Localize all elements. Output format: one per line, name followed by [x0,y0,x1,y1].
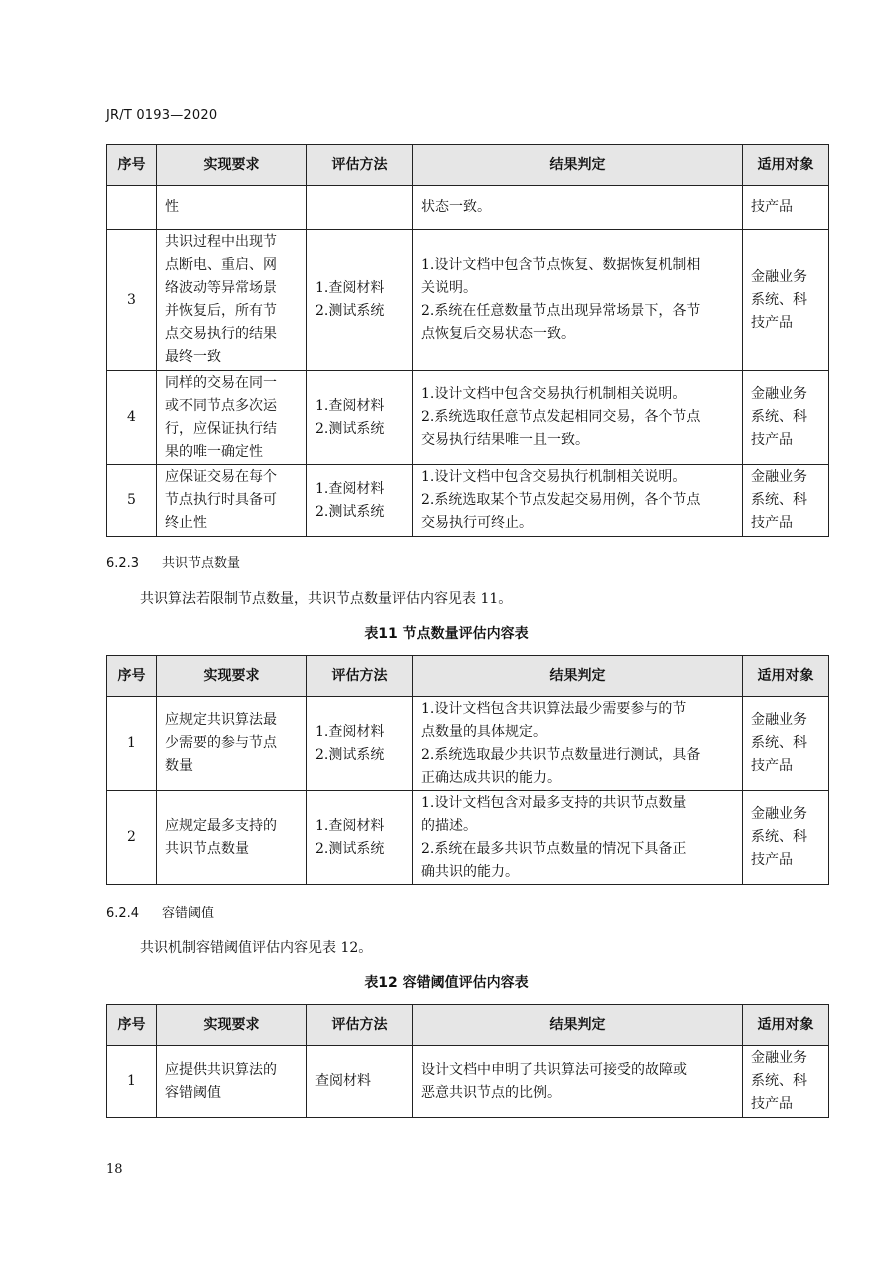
cell-text-line: 2.系统在最多共识节点数量的情况下具备正 [421,840,687,857]
cell-text-line: 2.系统选取最少共识节点数量进行测试，具备 [421,746,701,763]
cell-text-line: 1.查阅材料 [315,480,385,497]
cell-text-line: 1.设计文档中包含交易执行机制相关说明。 [421,469,687,485]
cell-text-line: 应规定最多支持的 [165,817,277,834]
cell-text-line: 交易执行结果唯一且一致。 [421,432,589,448]
cell-text-line: 技产品 [751,515,793,531]
cell-target [743,1046,829,1118]
cell-text-line: 2.测试系统 [315,746,385,763]
column-header-result: 结果判定 [413,656,743,697]
cell-text-line: 性 [165,199,179,215]
cell-text-line: 2.测试系统 [315,840,385,857]
cell-requirement [157,371,307,465]
table-header-row [107,145,829,186]
cell-result [413,697,743,791]
cell-requirement [157,230,307,371]
cell-method [307,465,413,537]
cell-text-line: 系统、科 [751,829,807,845]
cell-text-line: 技产品 [751,758,793,774]
cell-text-line: 节点执行时具备可 [165,492,277,508]
column-header-method: 评估方法 [307,145,413,186]
cell-number: 1 [107,1046,157,1118]
cell-result [413,371,743,465]
cell-text-line: 终止性 [165,515,207,531]
cell-text-line: 技产品 [751,852,793,868]
cell-text-line: 1.查阅材料 [315,397,385,414]
section-number: 6.2.4 [106,906,140,921]
cell-text-line: 络波动等异常场景 [165,280,277,296]
cell-text-line: 点数量的具体规定。 [421,723,547,740]
cell-result [413,186,743,230]
cell-text-line: 2.测试系统 [315,503,385,520]
cell-target [743,697,829,791]
section-number: 6.2.3 [106,556,140,571]
table-row [107,230,829,371]
cell-text-line: 1.设计文档中包含节点恢复、数据恢复机制相 [421,257,701,273]
cell-text-line: 或不同节点多次运 [165,397,277,414]
cell-text-line: 技产品 [751,432,793,448]
column-header-no: 序号 [107,656,157,697]
cell-result [413,465,743,537]
cell-text-line: 点断电、重启、网 [165,257,277,273]
column-header-no: 序号 [107,145,157,186]
table-row [107,1046,829,1118]
cell-text-line: 应规定共识算法最 [165,712,277,728]
table-header-row [107,1005,829,1046]
cell-requirement [157,1046,307,1118]
eval-table-continued [106,144,829,537]
cell-text-line: 查阅材料 [315,1073,371,1089]
table-caption-12: 表12 容错阈值评估内容表 [364,975,529,991]
cell-text-line: 1.设计文档中包含交易执行机制相关说明。 [421,386,687,402]
cell-text-line: 金融业务 [751,268,807,285]
cell-target [743,230,829,371]
cell-target [743,791,829,885]
section-heading-624 [106,902,214,921]
cell-text-line: 同样的交易在同一 [165,374,277,391]
cell-method [307,1046,413,1118]
cell-number: 5 [107,465,157,537]
cell-text-line: 金融业务 [751,386,807,402]
cell-text-line: 应保证交易在每个 [165,469,277,485]
cell-text-line: 1.设计文档包含共识算法最少需要参与的节 [421,700,687,717]
cell-text-line: 点恢复后交易状态一致。 [421,326,575,342]
column-header-method: 评估方法 [307,1005,413,1046]
page-number: 18 [106,1162,123,1177]
cell-requirement [157,186,307,230]
cell-text-line: 1.设计文档包含对最多支持的共识节点数量 [421,794,687,811]
cell-result [413,1046,743,1118]
cell-text-line: 少需要的参与节点 [165,735,277,751]
cell-text-line: 2.系统选取任意节点发起相同交易，各个节点 [421,409,701,425]
cell-text-line: 交易执行可终止。 [421,515,533,531]
cell-target [743,465,829,537]
cell-text-line: 2.测试系统 [315,420,385,437]
cell-text-line: 1.查阅材料 [315,817,385,834]
cell-text-line: 金融业务 [751,806,807,822]
cell-text-line: 1.查阅材料 [315,723,385,740]
table-row [107,465,829,537]
cell-requirement [157,791,307,885]
cell-text-line: 最终一致 [165,349,221,365]
cell-text-line: 2.系统在任意数量节点出现异常场景下，各节 [421,303,701,319]
cell-number: 4 [107,371,157,465]
cell-text-line: 恶意共识节点的比例。 [421,1084,561,1101]
section-title: 共识节点数量 [162,556,241,571]
cell-text-line: 共识过程中出现节 [165,234,277,250]
cell-number: 2 [107,791,157,885]
column-header-result: 结果判定 [413,145,743,186]
cell-requirement [157,465,307,537]
section-heading-623 [106,552,240,571]
cell-text-line: 共识节点数量 [165,840,249,857]
column-header-result: 结果判定 [413,1005,743,1046]
column-header-target: 适用对象 [743,656,829,697]
cell-text-line: 1.查阅材料 [315,280,385,296]
cell-text-line: 2.测试系统 [315,303,385,319]
cell-method [307,697,413,791]
cell-text-line: 应提供共识算法的 [165,1061,277,1078]
cell-text-line: 点交易执行的结果 [165,326,277,342]
cell-target [743,371,829,465]
cell-method [307,186,413,230]
cell-result [413,791,743,885]
cell-text-line: 设计文档中申明了共识算法可接受的故障或 [421,1061,687,1078]
cell-text-line: 技产品 [751,314,793,331]
column-header-method: 评估方法 [307,656,413,697]
cell-text-line: 状态一致。 [421,199,491,215]
cell-text-line: 数量 [165,758,193,774]
cell-text-line: 金融业务 [751,1050,807,1066]
column-header-requirement: 实现要求 [157,656,307,697]
cell-text-line: 正确达成共识的能力。 [421,769,561,786]
cell-number: 3 [107,230,157,371]
cell-requirement [157,697,307,791]
column-header-requirement: 实现要求 [157,1005,307,1046]
cell-text-line: 金融业务 [751,712,807,728]
section-title: 容错阈值 [162,906,215,921]
column-header-target: 适用对象 [743,145,829,186]
column-header-target: 适用对象 [743,1005,829,1046]
document-code-header: JR/T 0193—2020 [106,108,218,123]
cell-text-line: 关说明。 [421,280,477,296]
cell-result [413,230,743,371]
cell-method [307,371,413,465]
cell-text-line: 系统、科 [751,291,807,308]
table-row [107,186,829,230]
cell-text-line: 果的唯一确定性 [165,443,263,460]
cell-text-line: 的描述。 [421,817,477,834]
cell-text-line: 系统、科 [751,1073,807,1089]
eval-table-11 [106,655,829,885]
cell-number [107,186,157,230]
cell-text-line: 2.系统选取某个节点发起交易用例，各个节点 [421,492,701,508]
cell-target [743,186,829,230]
cell-text-line: 技产品 [751,1096,793,1112]
table-row [107,371,829,465]
cell-text-line: 容错阈值 [165,1084,221,1101]
section-paragraph: 共识算法若限制节点数量，共识节点数量评估内容见表 11。 [140,591,513,607]
cell-number: 1 [107,697,157,791]
eval-table-12 [106,1004,829,1118]
cell-method [307,230,413,371]
cell-text-line: 系统、科 [751,409,807,425]
cell-text-line: 技产品 [751,199,793,215]
table-caption-11: 表11 节点数量评估内容表 [364,626,529,642]
cell-text-line: 确共识的能力。 [421,863,519,880]
cell-method [307,791,413,885]
cell-text-line: 并恢复后，所有节 [165,303,277,319]
section-paragraph: 共识机制容错阈值评估内容见表 12。 [140,940,373,956]
cell-text-line: 行，应保证执行结 [165,420,277,437]
cell-text-line: 系统、科 [751,735,807,751]
column-header-no: 序号 [107,1005,157,1046]
table-row [107,697,829,791]
table-header-row [107,656,829,697]
cell-text-line: 系统、科 [751,492,807,508]
cell-text-line: 金融业务 [751,469,807,485]
column-header-requirement: 实现要求 [157,145,307,186]
table-row [107,791,829,885]
